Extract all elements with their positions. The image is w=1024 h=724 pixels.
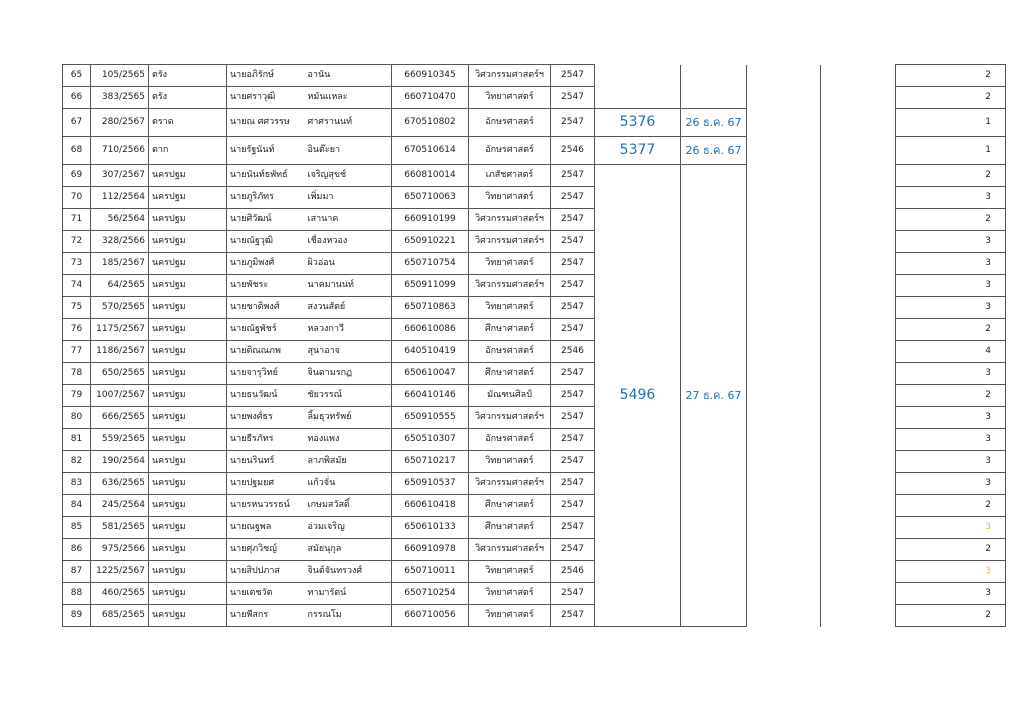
reference-cell: 1225/2567 (91, 561, 149, 583)
birth-year-cell: 2547 (551, 319, 595, 341)
first-name-cell: นายภูมิพงศ์ (227, 253, 305, 275)
first-name-cell: นายติณณภพ (227, 341, 305, 363)
birth-year-cell: 2547 (551, 407, 595, 429)
student-id-cell: 660610086 (392, 319, 469, 341)
count-cell: 3 (896, 517, 1006, 539)
count-cell: 3 (896, 561, 1006, 583)
reference-cell: 1007/2567 (91, 385, 149, 407)
birth-year-cell: 2547 (551, 165, 595, 187)
last-name-cell: ลิ้มธุวทรัพย์ (305, 407, 392, 429)
faculty-cell: วิศวกรรมศาสตร์ฯ (469, 231, 551, 253)
reference-cell: 190/2564 (91, 451, 149, 473)
faculty-cell: อักษรศาสตร์ (469, 137, 551, 165)
faculty-cell: อักษรศาสตร์ (469, 341, 551, 363)
birth-year-cell: 2546 (551, 561, 595, 583)
last-name-cell: ทามารัตน์ (305, 583, 392, 605)
province-cell: ตรัง (149, 65, 227, 87)
reference-cell: 666/2565 (91, 407, 149, 429)
first-name-cell: นายนรินทร์ (227, 451, 305, 473)
province-cell: นครปฐม (149, 319, 227, 341)
row-number-cell: 85 (63, 517, 91, 539)
student-id-cell: 660710470 (392, 87, 469, 109)
row-number-cell: 70 (63, 187, 91, 209)
province-cell: นครปฐม (149, 517, 227, 539)
faculty-cell: วิศวกรรมศาสตร์ฯ (469, 209, 551, 231)
last-name-cell: ลาภพิสมัย (305, 451, 392, 473)
row-number-cell: 67 (63, 109, 91, 137)
reference-cell: 328/2566 (91, 231, 149, 253)
row-number-cell: 86 (63, 539, 91, 561)
province-cell: นครปฐม (149, 231, 227, 253)
province-cell: นครปฐม (149, 407, 227, 429)
student-id-cell: 660710056 (392, 605, 469, 627)
first-name-cell: นายชาติพงศ์ (227, 297, 305, 319)
birth-year-cell: 2547 (551, 451, 595, 473)
row-number-cell: 72 (63, 231, 91, 253)
province-cell: นครปฐม (149, 385, 227, 407)
student-id-cell: 650710217 (392, 451, 469, 473)
row-number-cell: 87 (63, 561, 91, 583)
reference-cell: 56/2564 (91, 209, 149, 231)
blank-column-cell (821, 65, 896, 627)
reference-cell: 245/2564 (91, 495, 149, 517)
faculty-cell: ศึกษาศาสตร์ (469, 495, 551, 517)
row-number-cell: 89 (63, 605, 91, 627)
document-sheet (62, 64, 1005, 627)
student-id-cell: 650911099 (392, 275, 469, 297)
faculty-cell: วิทยาศาสตร์ (469, 87, 551, 109)
first-name-cell: นายรหนวรรธน์ (227, 495, 305, 517)
student-id-cell: 650610047 (392, 363, 469, 385)
student-id-cell: 660910978 (392, 539, 469, 561)
group-number-cell: 5377 (595, 137, 681, 165)
faculty-cell: ศึกษาศาสตร์ (469, 319, 551, 341)
last-name-cell: หมันแหละ (305, 87, 392, 109)
first-name-cell: นายนันท์ธพัทธ์ (227, 165, 305, 187)
student-id-cell: 660610418 (392, 495, 469, 517)
student-id-cell: 650910537 (392, 473, 469, 495)
birth-year-cell: 2547 (551, 517, 595, 539)
group-date-cell: 26 ธ.ค. 67 (681, 137, 747, 165)
faculty-cell: มัณฑนศิลป์ (469, 385, 551, 407)
last-name-cell: หลวงกาวี (305, 319, 392, 341)
table-body (63, 65, 1006, 627)
count-cell: 3 (896, 429, 1006, 451)
faculty-cell: วิทยาศาสตร์ (469, 187, 551, 209)
student-id-cell: 650710863 (392, 297, 469, 319)
faculty-cell: วิทยาศาสตร์ (469, 451, 551, 473)
first-name-cell: นายศุภวิชญ์ (227, 539, 305, 561)
group-number-cell: 5376 (595, 109, 681, 137)
province-cell: นครปฐม (149, 539, 227, 561)
first-name-cell: นายณฐพล (227, 517, 305, 539)
count-cell: 3 (896, 253, 1006, 275)
birth-year-cell: 2546 (551, 137, 595, 165)
faculty-cell: ศึกษาศาสตร์ (469, 517, 551, 539)
last-name-cell: สมัยนุกุล (305, 539, 392, 561)
student-id-cell: 650710063 (392, 187, 469, 209)
faculty-cell: เภสัชศาสตร์ (469, 165, 551, 187)
last-name-cell: จินดามรกฏ (305, 363, 392, 385)
first-name-cell: นายศราวุฒิ (227, 87, 305, 109)
group-date-cell: 26 ธ.ค. 67 (681, 109, 747, 137)
last-name-cell: เสานาค (305, 209, 392, 231)
roster-table (62, 64, 1006, 627)
last-name-cell: เชื่องหวอง (305, 231, 392, 253)
first-name-cell: นายพีสกร (227, 605, 305, 627)
first-name-cell: นายจารุวิทย์ (227, 363, 305, 385)
last-name-cell: ผิวอ่อน (305, 253, 392, 275)
province-cell: ตาก (149, 137, 227, 165)
province-cell: นครปฐม (149, 165, 227, 187)
count-cell: 2 (896, 87, 1006, 109)
reference-cell: 570/2565 (91, 297, 149, 319)
last-name-cell: สงวนสัตย์ (305, 297, 392, 319)
faculty-cell: วิศวกรรมศาสตร์ฯ (469, 407, 551, 429)
count-cell: 2 (896, 319, 1006, 341)
last-name-cell: อ่วมเจริญ (305, 517, 392, 539)
reference-cell: 975/2566 (91, 539, 149, 561)
reference-cell: 112/2564 (91, 187, 149, 209)
reference-cell: 1186/2567 (91, 341, 149, 363)
count-cell: 2 (896, 165, 1006, 187)
student-id-cell: 670510614 (392, 137, 469, 165)
faculty-cell: วิทยาศาสตร์ (469, 253, 551, 275)
row-number-cell: 75 (63, 297, 91, 319)
birth-year-cell: 2547 (551, 583, 595, 605)
last-name-cell: ชัยวรรณ์ (305, 385, 392, 407)
last-name-cell: กรรณโม (305, 605, 392, 627)
count-cell: 3 (896, 297, 1006, 319)
birth-year-cell: 2547 (551, 231, 595, 253)
province-cell: นครปฐม (149, 561, 227, 583)
faculty-cell: ศึกษาศาสตร์ (469, 363, 551, 385)
row-number-cell: 76 (63, 319, 91, 341)
last-name-cell: เกษมสวัสดิ์ (305, 495, 392, 517)
first-name-cell: นายธีรภัทร (227, 429, 305, 451)
count-cell: 3 (896, 451, 1006, 473)
group-number-cell (595, 65, 681, 109)
province-cell: นครปฐม (149, 605, 227, 627)
reference-cell: 383/2565 (91, 87, 149, 109)
count-cell: 2 (896, 495, 1006, 517)
count-cell: 2 (896, 385, 1006, 407)
student-id-cell: 670510802 (392, 109, 469, 137)
faculty-cell: วิทยาศาสตร์ (469, 583, 551, 605)
row-number-cell: 88 (63, 583, 91, 605)
group-number-cell: 5496 (595, 165, 681, 627)
count-cell: 3 (896, 231, 1006, 253)
last-name-cell: สุนาอาจ (305, 341, 392, 363)
province-cell: นครปฐม (149, 187, 227, 209)
first-name-cell: นายสิปปภาส (227, 561, 305, 583)
birth-year-cell: 2547 (551, 297, 595, 319)
count-cell: 2 (896, 605, 1006, 627)
last-name-cell: เพิ่มมา (305, 187, 392, 209)
row-number-cell: 80 (63, 407, 91, 429)
birth-year-cell: 2547 (551, 605, 595, 627)
province-cell: นครปฐม (149, 253, 227, 275)
table-row (63, 65, 1006, 87)
province-cell: นครปฐม (149, 451, 227, 473)
province-cell: นครปฐม (149, 363, 227, 385)
birth-year-cell: 2547 (551, 65, 595, 87)
student-id-cell: 640510419 (392, 341, 469, 363)
province-cell: นครปฐม (149, 583, 227, 605)
reference-cell: 1175/2567 (91, 319, 149, 341)
student-id-cell: 660910199 (392, 209, 469, 231)
province-cell: นครปฐม (149, 341, 227, 363)
reference-cell: 559/2565 (91, 429, 149, 451)
blank-column-cell (747, 65, 821, 627)
row-number-cell: 77 (63, 341, 91, 363)
faculty-cell: อักษรศาสตร์ (469, 429, 551, 451)
reference-cell: 460/2565 (91, 583, 149, 605)
group-date-cell (681, 65, 747, 109)
student-id-cell: 650910555 (392, 407, 469, 429)
faculty-cell: วิศวกรรมศาสตร์ฯ (469, 65, 551, 87)
row-number-cell: 84 (63, 495, 91, 517)
birth-year-cell: 2547 (551, 87, 595, 109)
count-cell: 3 (896, 187, 1006, 209)
last-name-cell: ทองแพง (305, 429, 392, 451)
reference-cell: 280/2567 (91, 109, 149, 137)
first-name-cell: นายณ ศศวรรษ (227, 109, 305, 137)
count-cell: 2 (896, 209, 1006, 231)
row-number-cell: 83 (63, 473, 91, 495)
faculty-cell: วิทยาศาสตร์ (469, 605, 551, 627)
reference-cell: 307/2567 (91, 165, 149, 187)
row-number-cell: 74 (63, 275, 91, 297)
student-id-cell: 660910345 (392, 65, 469, 87)
reference-cell: 64/2565 (91, 275, 149, 297)
reference-cell: 105/2565 (91, 65, 149, 87)
last-name-cell: ศาศรานนท์ (305, 109, 392, 137)
count-cell: 4 (896, 341, 1006, 363)
reference-cell: 581/2565 (91, 517, 149, 539)
faculty-cell: อักษรศาสตร์ (469, 109, 551, 137)
first-name-cell: นายรัฐนันท์ (227, 137, 305, 165)
province-cell: นครปฐม (149, 429, 227, 451)
birth-year-cell: 2547 (551, 275, 595, 297)
first-name-cell: นายพัชระ (227, 275, 305, 297)
birth-year-cell: 2547 (551, 495, 595, 517)
student-id-cell: 650710754 (392, 253, 469, 275)
last-name-cell: อานัน (305, 65, 392, 87)
row-number-cell: 78 (63, 363, 91, 385)
row-number-cell: 79 (63, 385, 91, 407)
last-name-cell: แก้วจั่น (305, 473, 392, 495)
faculty-cell: วิศวกรรมศาสตร์ฯ (469, 275, 551, 297)
student-id-cell: 660810014 (392, 165, 469, 187)
student-id-cell: 650510307 (392, 429, 469, 451)
student-id-cell: 650910221 (392, 231, 469, 253)
faculty-cell: วิทยาศาสตร์ (469, 561, 551, 583)
province-cell: นครปฐม (149, 473, 227, 495)
count-cell: 2 (896, 539, 1006, 561)
reference-cell: 185/2567 (91, 253, 149, 275)
birth-year-cell: 2547 (551, 429, 595, 451)
first-name-cell: นายศิวัฒน์ (227, 209, 305, 231)
count-cell: 1 (896, 109, 1006, 137)
row-number-cell: 82 (63, 451, 91, 473)
row-number-cell: 69 (63, 165, 91, 187)
reference-cell: 710/2566 (91, 137, 149, 165)
last-name-cell: นาคมานนท์ (305, 275, 392, 297)
student-id-cell: 650610133 (392, 517, 469, 539)
student-id-cell: 660410146 (392, 385, 469, 407)
first-name-cell: นายภูริภัทร (227, 187, 305, 209)
student-id-cell: 650710011 (392, 561, 469, 583)
first-name-cell: นายธนวัฒน์ (227, 385, 305, 407)
faculty-cell: วิศวกรรมศาสตร์ฯ (469, 539, 551, 561)
count-cell: 3 (896, 407, 1006, 429)
student-id-cell: 650710254 (392, 583, 469, 605)
first-name-cell: นายพงศ์ธร (227, 407, 305, 429)
reference-cell: 650/2565 (91, 363, 149, 385)
first-name-cell: นายปฐมยศ (227, 473, 305, 495)
count-cell: 2 (896, 65, 1006, 87)
count-cell: 1 (896, 137, 1006, 165)
count-cell: 3 (896, 275, 1006, 297)
last-name-cell: อินต๊ะยา (305, 137, 392, 165)
province-cell: นครปฐม (149, 495, 227, 517)
birth-year-cell: 2547 (551, 473, 595, 495)
birth-year-cell: 2547 (551, 209, 595, 231)
province-cell: นครปฐม (149, 209, 227, 231)
row-number-cell: 71 (63, 209, 91, 231)
reference-cell: 685/2565 (91, 605, 149, 627)
birth-year-cell: 2547 (551, 363, 595, 385)
first-name-cell: นายณัฐพัชร์ (227, 319, 305, 341)
count-cell: 3 (896, 473, 1006, 495)
row-number-cell: 81 (63, 429, 91, 451)
last-name-cell: จินต์จันทรวงศ์ (305, 561, 392, 583)
birth-year-cell: 2547 (551, 253, 595, 275)
province-cell: ตราด (149, 109, 227, 137)
count-cell: 3 (896, 363, 1006, 385)
row-number-cell: 73 (63, 253, 91, 275)
last-name-cell: เจริญสุขช์ (305, 165, 392, 187)
faculty-cell: วิทยาศาสตร์ (469, 297, 551, 319)
row-number-cell: 66 (63, 87, 91, 109)
faculty-cell: วิศวกรรมศาสตร์ฯ (469, 473, 551, 495)
birth-year-cell: 2547 (551, 539, 595, 561)
birth-year-cell: 2547 (551, 385, 595, 407)
row-number-cell: 68 (63, 137, 91, 165)
reference-cell: 636/2565 (91, 473, 149, 495)
first-name-cell: นายณัฐวุฒิ (227, 231, 305, 253)
province-cell: นครปฐม (149, 297, 227, 319)
count-cell: 3 (896, 583, 1006, 605)
group-date-cell: 27 ธ.ค. 67 (681, 165, 747, 627)
birth-year-cell: 2546 (551, 341, 595, 363)
first-name-cell: นายอภิรักษ์ (227, 65, 305, 87)
birth-year-cell: 2547 (551, 187, 595, 209)
province-cell: ตรัง (149, 87, 227, 109)
first-name-cell: นายเตชวัต (227, 583, 305, 605)
birth-year-cell: 2547 (551, 109, 595, 137)
province-cell: นครปฐม (149, 275, 227, 297)
row-number-cell: 65 (63, 65, 91, 87)
